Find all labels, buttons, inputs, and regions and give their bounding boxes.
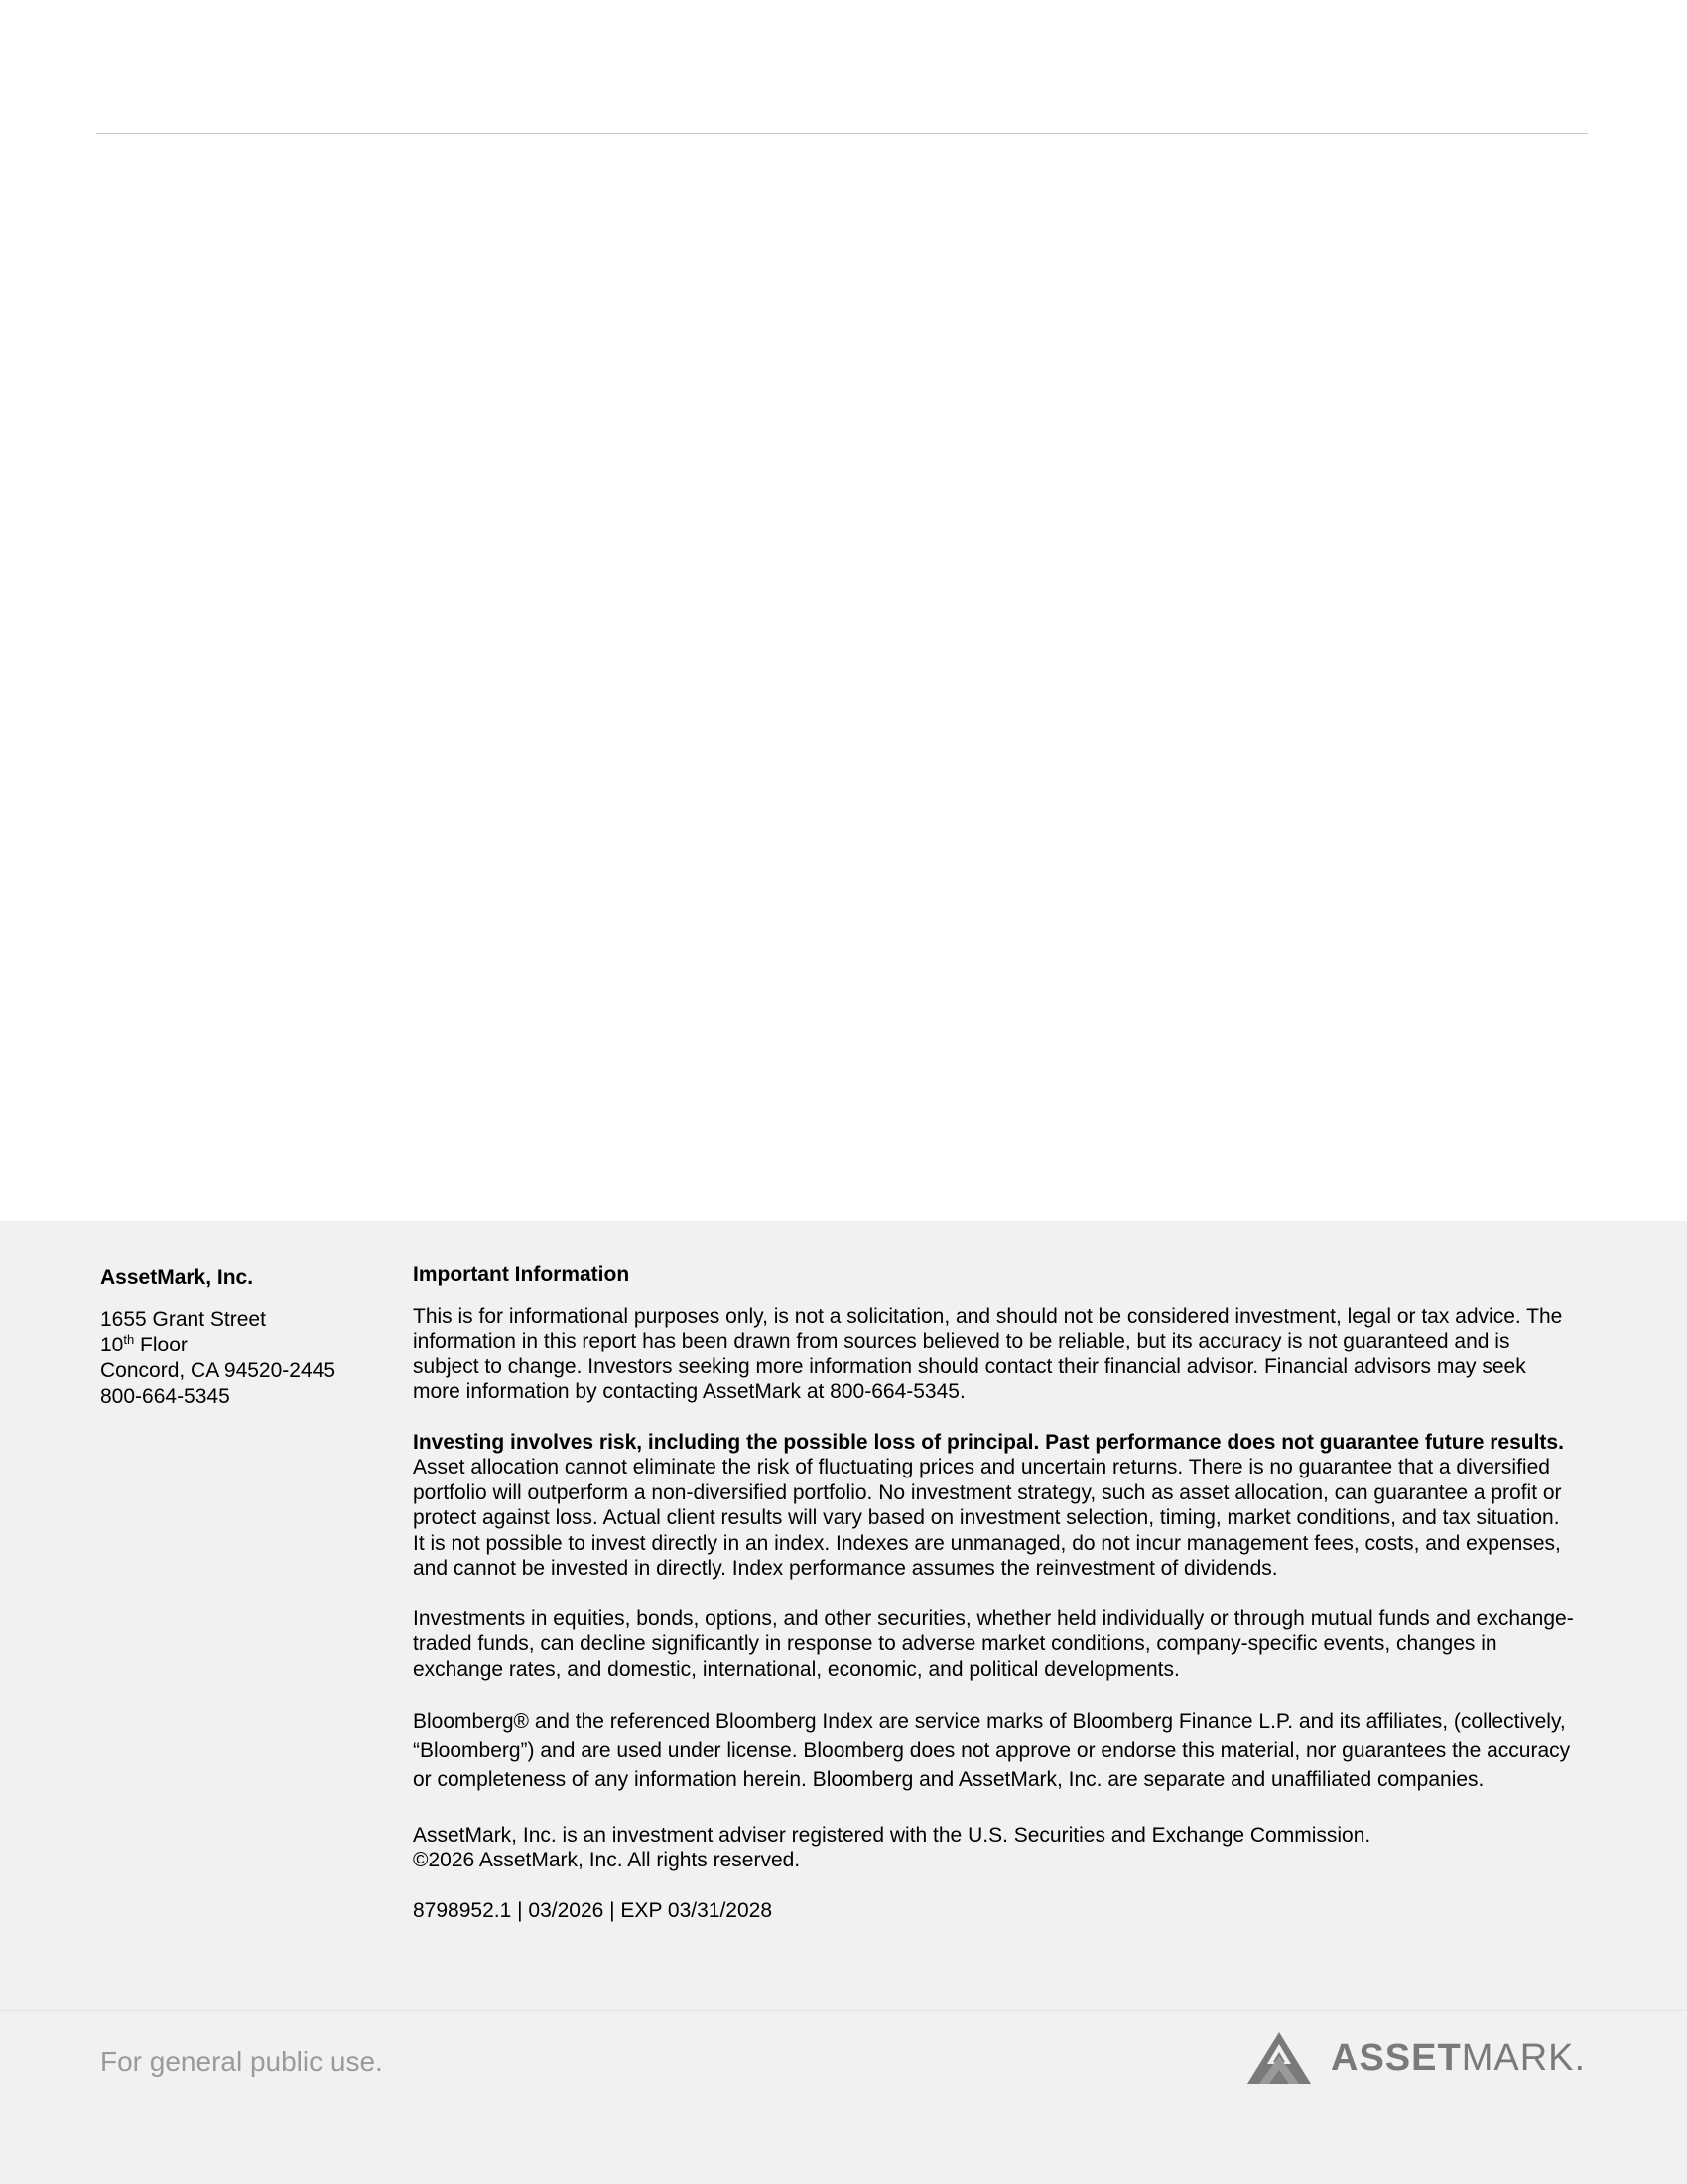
risk-statement-bold: Investing involves risk, including the possible loss of principal. Past performance does not guarantee future results. xyxy=(413,1430,1564,1454)
address-city: Concord, CA 94520-2445 xyxy=(100,1359,335,1382)
disclaimer-paragraph-bloomberg: Bloomberg® and the referenced Bloomberg Index are service marks of Bloomberg Finance L.P. and its affiliates, (collectively, “Bloomberg”) and are used under license. Bloomberg does not approve or endorse this material, nor guarantees the accuracy or completeness of any information herein. Bloomberg and AssetMark, Inc. are separate and unaffiliated companies. xyxy=(413,1710,1571,1791)
address-floor xyxy=(100,1333,388,1358)
risk-statement-rest: Asset allocation cannot eliminate the risk of fluctuating prices and uncertain returns. There is no guarantee that a diversified portfolio will outperform a non-diversified portfolio. No investment strategy, such as asset allocation, can guarantee a profit or protect against loss. Actual client results will vary based on investment selection, timing, market conditions, and tax situation. It is not possible to invest directly in an index. Indexes are unmanaged, do not incur management fees, costs, and expenses, and cannot be invested in directly. Index performance assumes the reinvestment of dividends. xyxy=(413,1456,1562,1580)
logo-wordmark-light: MARK xyxy=(1461,2037,1575,2079)
public-use-note: For general public use. xyxy=(100,2046,383,2077)
address-street: 1655 Grant Street xyxy=(100,1308,266,1331)
logo-wordmark-bold: ASSET xyxy=(1331,2037,1462,2079)
mountain-logo-icon xyxy=(1245,2030,1313,2086)
disclaimer-paragraph-securities: Investments in equities, bonds, options, and other securities, whether held individually or through mutual funds and exchange-traded funds, can decline significantly in response to adverse market conditions, company-specific events, changes in exchange rates, and domestic, international, economic, and political developments. xyxy=(413,1606,1574,1681)
floor-word: Floor xyxy=(140,1334,188,1356)
company-address-block xyxy=(100,1265,388,1410)
logo-wordmark xyxy=(1331,2030,1586,2086)
floor-suffix: th xyxy=(123,1332,135,1347)
floor-number: 10 xyxy=(100,1334,124,1356)
important-information-heading: Important Information xyxy=(413,1263,630,1286)
disclaimer-paragraph-informational: This is for informational purposes only, is not a solicitation, and should not be considered investment, legal or tax advice. The information in this report has been drawn from sources believed to be reliable, but its accuracy is not guaranteed and is subject to change. Investors seeking more information should contact their financial advisor. Financial advisors may seek more information by contacting AssetMark at 800-664-5345. xyxy=(413,1304,1563,1403)
header-divider xyxy=(96,133,1588,134)
copyright-notice: ©2026 AssetMark, Inc. All rights reserved. xyxy=(413,1849,801,1871)
company-name: AssetMark, Inc. xyxy=(100,1266,254,1289)
assetmark-logo xyxy=(1245,2030,1586,2086)
disclaimer-paragraph-risk xyxy=(413,1430,1576,1582)
document-code: 8798952.1 | 03/2026 | EXP 03/31/2028 xyxy=(413,1898,773,1922)
logo-wordmark-dot: . xyxy=(1574,2037,1587,2079)
registration-statement: AssetMark, Inc. is an investment adviser registered with the U.S. Securities and Exchange Commission. xyxy=(413,1823,1371,1847)
address-phone: 800-664-5345 xyxy=(100,1385,230,1408)
important-information-block xyxy=(413,1262,1576,1923)
